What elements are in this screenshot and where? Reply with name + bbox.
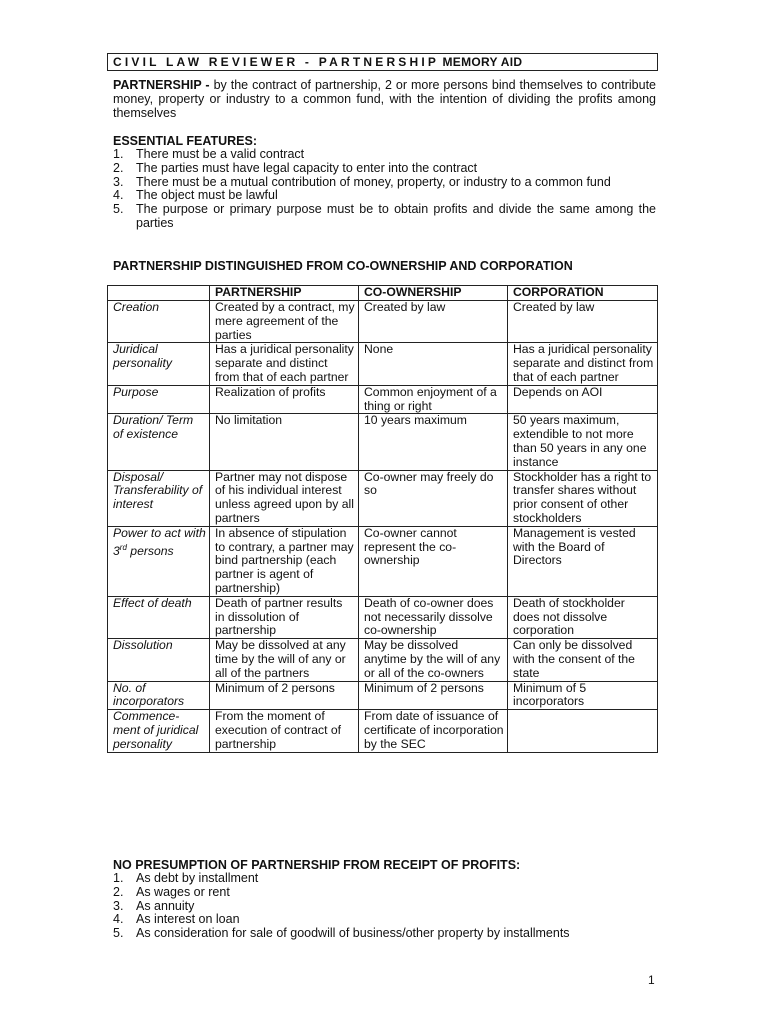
page-number: 1 <box>648 973 655 987</box>
table-cell: Death of co-owner does not necessarily dissolve co-ownership <box>359 596 508 638</box>
header-subtitle: MEMORY AID <box>442 55 523 69</box>
list-item-number: 2. <box>113 160 124 175</box>
list-item-number: 3. <box>113 174 124 189</box>
list-item-text: There must be a mutual contribution of money, property, or industry to a common fund <box>136 174 611 189</box>
row-label: No. of incorporators <box>108 681 210 710</box>
table-row <box>108 301 658 343</box>
row-label: Commence-ment of juridical personality <box>108 710 210 752</box>
list-item-number: 1. <box>113 871 124 885</box>
list-item-number: 4. <box>113 188 124 203</box>
table-cell: Minimum of 2 persons <box>359 681 508 710</box>
list-item-number: 5. <box>113 926 124 941</box>
table-row <box>108 681 658 710</box>
table-cell: May be dissolved at any time by the will of any or all of the partners <box>210 639 359 681</box>
table-cell: Co-owner cannot represent the co-ownership <box>359 526 508 596</box>
list-item <box>113 900 656 914</box>
column-header: CO-OWNERSHIP <box>359 286 508 301</box>
row-label: Disposal/ Transferability of interest <box>108 470 210 526</box>
list-item <box>113 162 656 176</box>
table-cell: Created by a contract, my mere agreement of the parties <box>210 301 359 343</box>
table-cell: 10 years maximum <box>359 414 508 470</box>
list-item-text: The parties must have legal capacity to enter into the contract <box>136 160 478 175</box>
table-row <box>108 470 658 526</box>
row-label: Effect of death <box>108 596 210 638</box>
definition-paragraph <box>113 78 656 120</box>
list-item-number: 1. <box>113 147 124 161</box>
list-item <box>113 148 656 162</box>
essential-features-title: ESSENTIAL FEATURES: <box>113 134 257 148</box>
row-label: Juridical personality <box>108 343 210 385</box>
table-cell: Depends on AOI <box>508 385 658 414</box>
table-cell: From the moment of execution of contract of partnership <box>210 710 359 752</box>
table-cell: Partner may not dispose of his individual interest unless agreed upon by all partners <box>210 470 359 526</box>
essential-features-list <box>113 148 656 231</box>
table-cell: No limitation <box>210 414 359 470</box>
list-item-text: As debt by installment <box>136 871 259 885</box>
list-item-text: The purpose or primary purpose must be to obtain profits and divide the same among the parties <box>136 202 656 230</box>
list-item-text: As interest on loan <box>136 912 240 927</box>
comparison-title: PARTNERSHIP DISTINGUISHED FROM CO-OWNERSHIP AND CORPORATION <box>113 259 573 273</box>
table-cell: Stockholder has a right to transfer shares without prior consent of other stockholders <box>508 470 658 526</box>
list-item-number: 5. <box>113 202 124 217</box>
table-cell: Management is vested with the Board of Directors <box>508 526 658 596</box>
definition-term: PARTNERSHIP - <box>113 78 210 92</box>
column-header: CORPORATION <box>508 286 658 301</box>
table-row <box>108 639 658 681</box>
table-cell: In absence of stipulation to contrary, a partner may bind partnership (each partner is agent of partnership) <box>210 526 359 596</box>
table-cell: Death of stockholder does not dissolve corporation <box>508 596 658 638</box>
table-row <box>108 343 658 385</box>
list-item-number: 4. <box>113 912 124 927</box>
list-item-text: As wages or rent <box>136 884 230 899</box>
row-label-superscript: rd <box>119 542 127 552</box>
table-cell: 50 years maximum, extendible to not more than 50 years in any one instance <box>508 414 658 470</box>
list-item-number: 2. <box>113 884 124 899</box>
table-cell: Common enjoyment of a thing or right <box>359 385 508 414</box>
comparison-table <box>107 285 658 753</box>
list-item <box>113 176 656 190</box>
table-cell: From date of issuance of certificate of incorporation by the SEC <box>359 710 508 752</box>
row-label: Purpose <box>108 385 210 414</box>
column-header: PARTNERSHIP <box>210 286 359 301</box>
table-cell: Can only be dissolved with the consent of the state <box>508 639 658 681</box>
row-label-text: Power to act with 3 <box>113 525 206 558</box>
list-item <box>113 913 656 927</box>
table-row <box>108 414 658 470</box>
header-title: CIVIL LAW REVIEWER - <box>113 55 313 69</box>
row-label: Duration/ Term of existence <box>108 414 210 470</box>
list-item <box>113 872 656 886</box>
definition-text: by the contract of partnership, 2 or more persons bind themselves to contribute money, property or industry to a common fund, with the intention of dividing the profits among themselves <box>113 78 656 120</box>
table-cell: Created by law <box>508 301 658 343</box>
table-cell: Created by law <box>359 301 508 343</box>
list-item-text: As consideration for sale of goodwill of business/other property by installments <box>136 926 570 941</box>
list-item <box>113 886 656 900</box>
row-label-text: persons <box>126 543 174 558</box>
table-cell: Has a juridical personality separate and distinct from that of each partner <box>508 343 658 385</box>
table-cell: Death of partner results in dissolution of partnership <box>210 596 359 638</box>
table-cell: None <box>359 343 508 385</box>
table-row <box>108 710 658 752</box>
column-header <box>108 286 210 301</box>
list-item <box>113 927 656 941</box>
list-item-text: As annuity <box>136 898 195 913</box>
table-cell: Minimum of 2 persons <box>210 681 359 710</box>
document-header <box>107 53 658 71</box>
row-label <box>108 526 210 596</box>
list-item <box>113 203 656 231</box>
table-cell <box>508 710 658 752</box>
no-presumption-title: NO PRESUMPTION OF PARTNERSHIP FROM RECEIPT OF PROFITS: <box>113 858 521 872</box>
table-cell: Realization of profits <box>210 385 359 414</box>
header-subject: PARTNERSHIP <box>318 55 440 69</box>
list-item-number: 3. <box>113 898 124 913</box>
table-row <box>108 385 658 414</box>
table-header-row <box>108 286 658 301</box>
no-presumption-list <box>113 872 656 941</box>
row-label: Dissolution <box>108 639 210 681</box>
table-cell: Co-owner may freely do so <box>359 470 508 526</box>
list-item-text: The object must be lawful <box>136 188 278 203</box>
table-cell: Minimum of 5 incorporators <box>508 681 658 710</box>
table-cell: May be dissolved anytime by the will of any or all of the co-owners <box>359 639 508 681</box>
list-item-text: There must be a valid contract <box>136 147 305 161</box>
table-row <box>108 526 658 596</box>
list-item <box>113 189 656 203</box>
row-label: Creation <box>108 301 210 343</box>
table-row <box>108 596 658 638</box>
table-cell: Has a juridical personality separate and distinct from that of each partner <box>210 343 359 385</box>
